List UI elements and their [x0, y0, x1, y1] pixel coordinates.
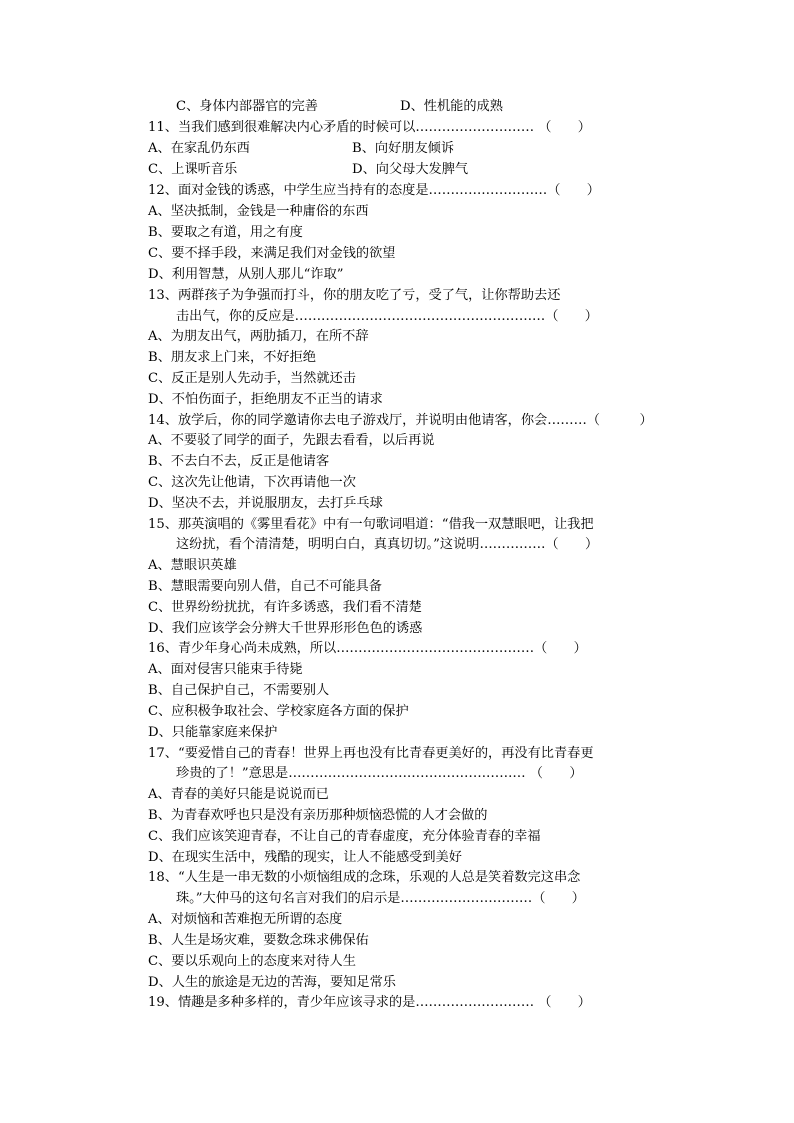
q18-stem-line2: 珠。”大仲马的这句名言对我们的启示是…………………………（ ） — [176, 891, 585, 906]
q14-stem: 14、放学后，你的同学邀请你去电子游戏厅，并说明由他请客，你会………（ ） — [148, 413, 653, 428]
q12-stem: 12、面对金钱的诱惑，中学生应当持有的态度是………………………（ ） — [148, 183, 600, 198]
q15-option-d: D、我们应该学会分辨大千世界形形色色的诱惑 — [148, 621, 423, 636]
q18-option-d: D、人生的旅途是无边的苦海，要知足常乐 — [148, 975, 396, 990]
q14-option-b: B、不去白不去，反正是他请客 — [148, 454, 330, 469]
q12-option-d: D、利用智慧，从别人那儿“诈取” — [148, 267, 344, 282]
q12-option-c: C、要不择手段，来满足我们对金钱的欲望 — [148, 246, 396, 261]
q17-option-b: B、为青春欢呼也只是没有亲历那种烦恼恐慌的人才会做的 — [148, 808, 488, 823]
q13-stem-line2: 击出气，你的反应是…………………………………………………（ ） — [176, 309, 598, 324]
q13-option-a: A、为朋友出气，两肋插刀，在所不辞 — [148, 329, 369, 344]
q15-option-b: B、慧眼需要向别人借，自己不可能具备 — [148, 579, 382, 594]
q11-option-a: A、在家乱仍东西 — [148, 141, 250, 156]
q15-stem-line2: 这纷扰，看个清清楚，明明白白，真真切切。”这说明……………（ ） — [176, 537, 599, 552]
q16-option-c: C、应积极争取社会、学校家庭各方面的保护 — [148, 704, 409, 719]
q12-option-b: B、要取之有道，用之有度 — [148, 225, 303, 240]
q14-option-c: C、这次先让他请，下次再请他一次 — [148, 475, 356, 490]
q18-stem-line1: 18、“人生是一串无数的小烦恼组成的念珠，乐观的人总是笑着数完这串念 — [148, 870, 581, 885]
q16-option-b: B、自己保护自己，不需要别人 — [148, 683, 330, 698]
q11-option-b: B、向好朋友倾诉 — [352, 141, 455, 156]
q11-stem: 11、当我们感到很难解决内心矛盾的时候可以……………………… （ ） — [148, 120, 591, 135]
q14-option-a: A、不要驳了同学的面子，先跟去看看，以后再说 — [148, 433, 435, 448]
q17-option-c: C、我们应该笑迎青春，不让自己的青春虚度，充分体验青春的幸福 — [148, 829, 541, 844]
q16-option-a: A、面对侵害只能束手待毙 — [148, 662, 303, 677]
q14-option-d: D、坚决不去，并说服朋友，去打乒乓球 — [148, 496, 383, 511]
q17-stem-line2: 珍贵的了！”意思是……………………………………………… （ ） — [176, 766, 583, 781]
q10-option-c: C、身体内部器官的完善 — [176, 99, 318, 114]
q15-option-c: C、世界纷纷扰扰，有许多诱惑，我们看不清楚 — [148, 600, 422, 615]
q15-option-a: A、慧眼识英雄 — [148, 558, 237, 573]
q16-option-d: D、只能靠家庭来保护 — [148, 725, 278, 740]
q11-option-c: C、上课听音乐 — [148, 162, 238, 177]
q15-stem-line1: 15、那英演唱的《雾里看花》中有一句歌词唱道：“借我一双慧眼吧，让我把 — [148, 517, 594, 532]
q18-option-c: C、要以乐观向上的态度来对待人生 — [148, 954, 356, 969]
q16-stem: 16、青少年身心尚未成熟，所以………………………………………（ ） — [148, 641, 587, 656]
q10-option-d: D、性机能的成熟 — [400, 99, 503, 114]
q13-stem-line1: 13、两群孩子为争强而打斗，你的朋友吃了亏，受了气，让你帮助去还 — [148, 288, 561, 303]
q18-option-b: B、人生是场灾难，要数念珠求佛保佑 — [148, 933, 369, 948]
q13-option-d: D、不怕伤面子，拒绝朋友不正当的请求 — [148, 392, 383, 407]
q13-option-b: B、朋友求上门来，不好拒绝 — [148, 350, 316, 365]
q18-option-a: A、对烦恼和苦难抱无所谓的态度 — [148, 912, 343, 927]
q12-option-a: A、坚决抵制，金钱是一种庸俗的东西 — [148, 204, 369, 219]
q17-option-a: A、青春的美好只能是说说而已 — [148, 787, 329, 802]
q11-option-d: D、向父母大发脾气 — [352, 162, 469, 177]
q13-option-c: C、反正是别人先动手，当然就还击 — [148, 371, 356, 386]
q19-stem: 19、情趣是多种多样的，青少年应该寻求的是……………………… （ ） — [148, 995, 591, 1010]
q17-option-d: D、在现实生活中，残酷的现实，让人不能感受到美好 — [148, 850, 462, 865]
q17-stem-line1: 17、“要爱惜自己的青春！世界上再也没有比青春更美好的，再没有比青春更 — [148, 746, 594, 761]
